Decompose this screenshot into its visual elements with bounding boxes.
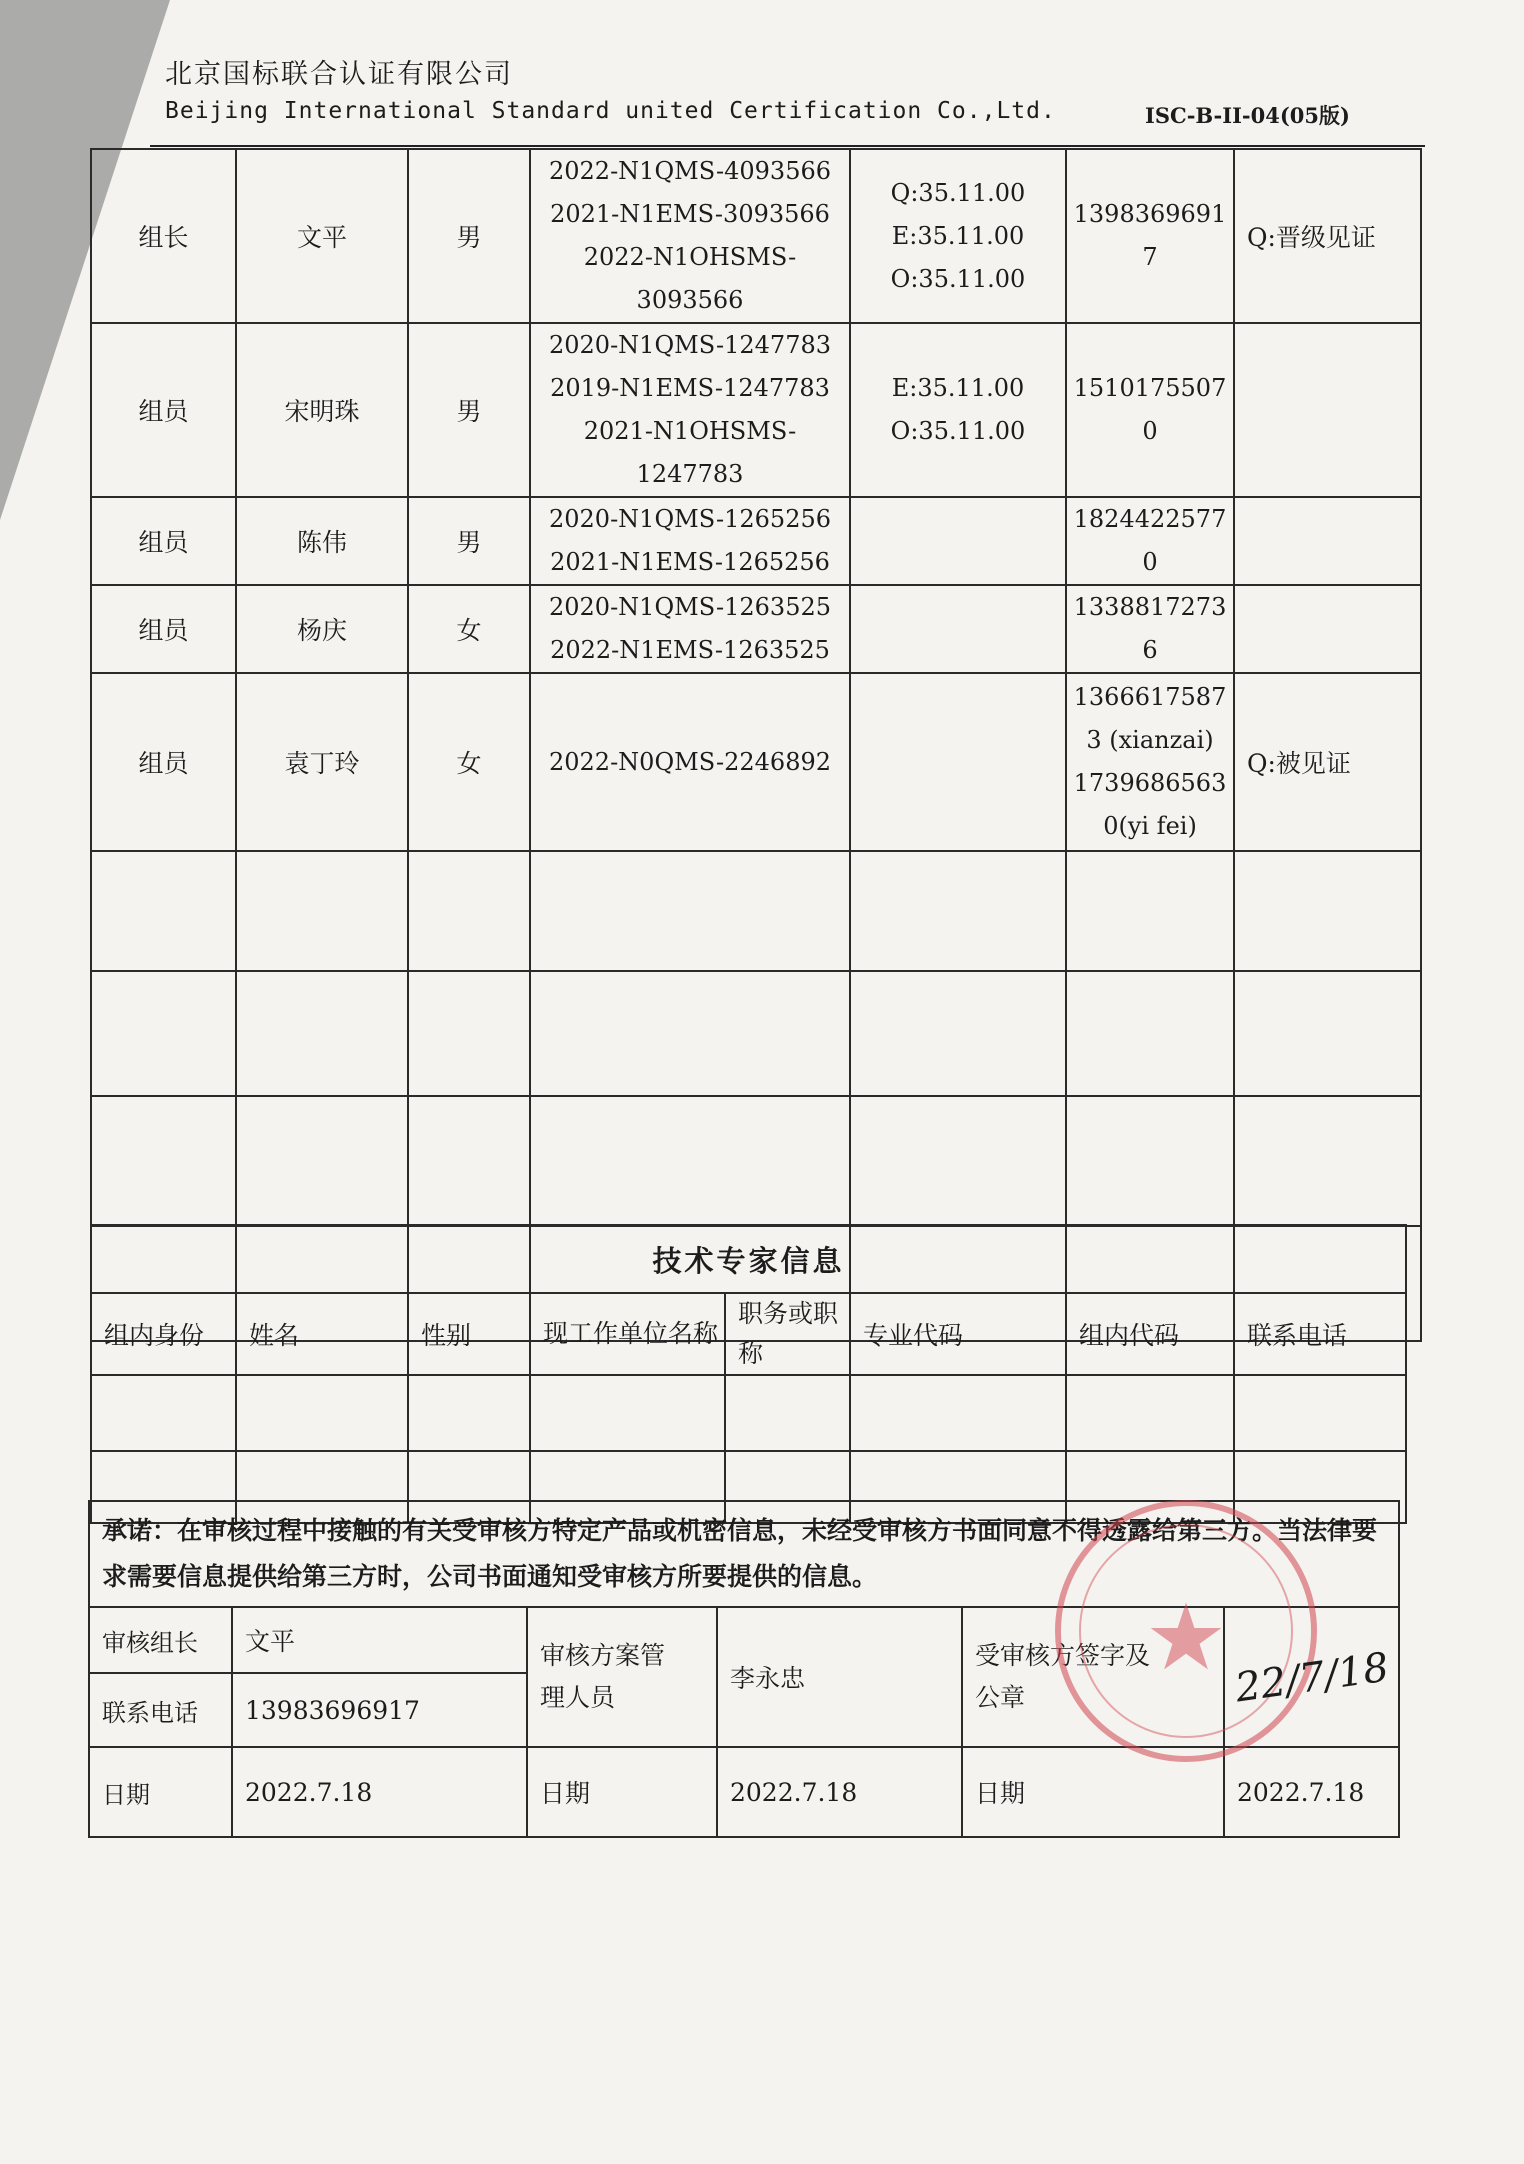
phone-line: 1824422577 bbox=[1073, 505, 1227, 533]
cert-number: 2020-N1QMS-1263525 bbox=[548, 593, 832, 621]
empty-cell bbox=[408, 851, 530, 971]
empty-cell bbox=[1066, 971, 1234, 1096]
confidentiality-notice: 承诺：在审核过程中接触的有关受审核方特定产品或机密信息，未经受审核方书面同意不得透露给第三方。当法律要求需要信息提供给第三方时，公司书面通知受审核方所要提供的信息。 bbox=[89, 1501, 1399, 1607]
phone-line: 1398369691 bbox=[1073, 200, 1227, 228]
team-row-4 bbox=[91, 585, 1421, 673]
seal-star-icon: ★ bbox=[1144, 1584, 1228, 1691]
empty-cell bbox=[1234, 971, 1421, 1096]
empty-cell bbox=[91, 1375, 236, 1451]
code-cell bbox=[850, 673, 1066, 851]
audit-team-table bbox=[90, 148, 1422, 1342]
experts-header-row bbox=[91, 1293, 1406, 1375]
cert-number: 2021-N1OHSMS-1247783 bbox=[583, 417, 797, 488]
empty-cell bbox=[1234, 1375, 1406, 1451]
team-row-2 bbox=[91, 323, 1421, 497]
experts-title-row bbox=[91, 1225, 1406, 1293]
professional-code: O:35.11.00 bbox=[890, 417, 1026, 445]
header-cell: 现工作单位名称 bbox=[530, 1293, 725, 1375]
empty-cell bbox=[850, 851, 1066, 971]
name-cell: 杨庆 bbox=[236, 585, 408, 673]
experts-title: 技术专家信息 bbox=[91, 1225, 1406, 1293]
team-row-5 bbox=[91, 673, 1421, 851]
empty-cell bbox=[408, 1375, 530, 1451]
code-cell bbox=[850, 585, 1066, 673]
empty-cell bbox=[1234, 1096, 1421, 1226]
cert-number: 2021-N1EMS-3093566 bbox=[550, 200, 830, 228]
cert-number: 2022-N1EMS-1263525 bbox=[550, 636, 830, 664]
empty-cell bbox=[725, 1375, 850, 1451]
date-label: 日期 bbox=[527, 1747, 717, 1837]
document-code: ISC-B-II-04(05版) bbox=[1145, 103, 1350, 128]
professional-code: E:35.11.00 bbox=[891, 221, 1025, 250]
gender-cell: 女 bbox=[408, 585, 530, 673]
company-seal bbox=[1055, 1500, 1317, 1762]
leader-label: 审核组长 bbox=[89, 1607, 232, 1673]
empty-cell bbox=[530, 851, 850, 971]
header-rule bbox=[150, 145, 1425, 147]
cert-number: 2021-N1EMS-1265256 bbox=[550, 548, 830, 576]
cert-cell bbox=[530, 323, 850, 497]
name-cell: 袁丁玲 bbox=[236, 673, 408, 851]
note-cell: Q:晋级见证 bbox=[1234, 149, 1421, 323]
empty-cell bbox=[236, 1375, 408, 1451]
role-cell: 组员 bbox=[91, 323, 236, 497]
manager-label: 审核方案管理人员 bbox=[527, 1607, 717, 1747]
empty-cell bbox=[236, 971, 408, 1096]
gender-cell: 男 bbox=[408, 149, 530, 323]
role-cell: 组员 bbox=[91, 585, 236, 673]
name-cell: 文平 bbox=[236, 149, 408, 323]
cert-number: 2022-N0QMS-2246892 bbox=[548, 747, 832, 776]
gender-cell: 女 bbox=[408, 673, 530, 851]
phone-line: 7 bbox=[1142, 243, 1158, 271]
header-cell: 职务或职称 bbox=[725, 1293, 850, 1375]
date-label: 日期 bbox=[962, 1747, 1224, 1837]
phone-line: 1366617587 bbox=[1073, 683, 1227, 711]
note-cell bbox=[1234, 497, 1421, 585]
phone-line: 0(yi fei) bbox=[1103, 812, 1197, 840]
cert-number: 2019-N1EMS-1247783 bbox=[550, 374, 830, 402]
gender-cell: 男 bbox=[408, 497, 530, 585]
professional-code: O:35.11.00 bbox=[890, 264, 1026, 293]
cert-cell bbox=[530, 149, 850, 323]
phone-line: 0 bbox=[1142, 417, 1158, 445]
header-cell: 姓名 bbox=[236, 1293, 408, 1375]
auditee-label: 受审核方签字及公章 bbox=[962, 1607, 1224, 1747]
empty-cell bbox=[530, 971, 850, 1096]
team-row-3 bbox=[91, 497, 1421, 585]
role-cell: 组长 bbox=[91, 149, 236, 323]
empty-cell bbox=[530, 1096, 850, 1226]
empty-cell bbox=[91, 1096, 236, 1226]
empty-cell bbox=[850, 1096, 1066, 1226]
phone-cell bbox=[1066, 497, 1234, 585]
phone-line: 1510175507 bbox=[1073, 374, 1227, 402]
date-value: 2022.7.18 bbox=[717, 1747, 962, 1837]
note-cell: Q:被见证 bbox=[1234, 673, 1421, 851]
cert-number: 2020-N1QMS-1265256 bbox=[548, 505, 832, 533]
phone-cell bbox=[1066, 149, 1234, 323]
phone-line: 6 bbox=[1142, 636, 1158, 664]
empty-cell bbox=[1066, 851, 1234, 971]
date-value: 2022.7.18 bbox=[232, 1747, 527, 1837]
company-name-en: Beijing International Standard united Certification Co.,Ltd. bbox=[165, 98, 1056, 124]
cert-number: 2020-N1QMS-1247783 bbox=[548, 331, 832, 359]
note-cell bbox=[1234, 323, 1421, 497]
professional-code: E:35.11.00 bbox=[891, 374, 1025, 402]
phone-line: 0 bbox=[1142, 548, 1158, 576]
phone-cell bbox=[1066, 585, 1234, 673]
phone-cell bbox=[1066, 323, 1234, 497]
empty-cell bbox=[850, 1375, 1066, 1451]
cert-cell bbox=[530, 497, 850, 585]
phone-label: 联系电话 bbox=[89, 1673, 232, 1747]
gender-cell: 男 bbox=[408, 323, 530, 497]
date-label: 日期 bbox=[89, 1747, 232, 1837]
phone-cell bbox=[1066, 673, 1234, 851]
empty-cell bbox=[408, 971, 530, 1096]
cert-number: 2022-N1OHSMS-3093566 bbox=[583, 243, 797, 314]
empty-cell bbox=[91, 971, 236, 1096]
manager-value: 李永忠 bbox=[717, 1607, 962, 1747]
header-cell: 组内代码 bbox=[1066, 1293, 1234, 1375]
empty-row bbox=[91, 1096, 1421, 1226]
phone-value: 13983696917 bbox=[232, 1673, 527, 1747]
empty-cell bbox=[91, 851, 236, 971]
cert-number: 2022-N1QMS-4093566 bbox=[548, 157, 832, 185]
date-value: 2022.7.18 bbox=[1224, 1747, 1399, 1837]
empty-cell bbox=[1066, 1375, 1234, 1451]
role-cell: 组员 bbox=[91, 497, 236, 585]
professional-code: Q:35.11.00 bbox=[890, 178, 1026, 207]
role-cell: 组员 bbox=[91, 673, 236, 851]
experts-table bbox=[90, 1224, 1407, 1524]
note-cell bbox=[1234, 585, 1421, 673]
phone-line: 3 (xianzai) bbox=[1086, 726, 1214, 754]
cert-cell bbox=[530, 585, 850, 673]
empty-cell bbox=[1066, 1096, 1234, 1226]
empty-cell bbox=[1234, 851, 1421, 971]
company-name-cn: 北京国标联合认证有限公司 bbox=[165, 59, 513, 90]
empty-row bbox=[91, 851, 1421, 971]
empty-row bbox=[91, 971, 1421, 1096]
empty-cell bbox=[408, 1096, 530, 1226]
phone-line: 1739686563 bbox=[1073, 769, 1227, 797]
cert-cell bbox=[530, 673, 850, 851]
code-cell bbox=[850, 497, 1066, 585]
leader-value: 文平 bbox=[232, 1607, 527, 1673]
handwritten-signature: 22/7/18 bbox=[1232, 1644, 1392, 1712]
empty-cell bbox=[236, 1096, 408, 1226]
empty-cell bbox=[530, 1375, 725, 1451]
name-cell: 宋明珠 bbox=[236, 323, 408, 497]
empty-cell bbox=[850, 971, 1066, 1096]
team-row-1 bbox=[91, 149, 1421, 323]
empty-cell bbox=[236, 851, 408, 971]
code-cell bbox=[850, 149, 1066, 323]
phone-line: 1338817273 bbox=[1073, 593, 1227, 621]
header-cell: 联系电话 bbox=[1234, 1293, 1406, 1375]
header-cell: 组内身份 bbox=[91, 1293, 236, 1375]
header-cell: 性别 bbox=[408, 1293, 530, 1375]
experts-empty-row bbox=[91, 1375, 1406, 1451]
name-cell: 陈伟 bbox=[236, 497, 408, 585]
code-cell bbox=[850, 323, 1066, 497]
header-cell: 专业代码 bbox=[850, 1293, 1066, 1375]
